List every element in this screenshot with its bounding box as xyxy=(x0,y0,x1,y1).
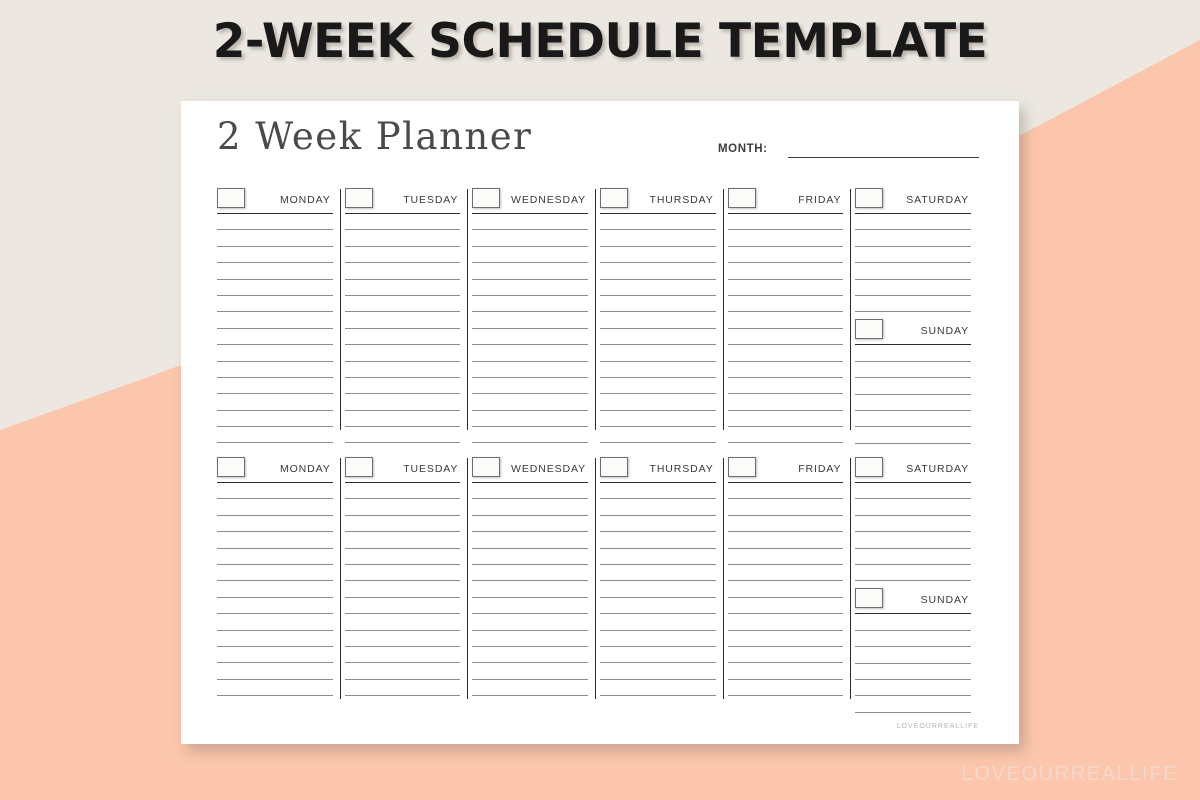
checkbox-sunday[interactable] xyxy=(855,319,883,339)
day-column-wednesday xyxy=(472,456,600,713)
writing-line[interactable] xyxy=(345,410,461,411)
day-label: THURSDAY xyxy=(649,194,714,206)
writing-line[interactable] xyxy=(472,344,588,345)
writing-line[interactable] xyxy=(217,515,333,516)
writing-line[interactable] xyxy=(345,630,461,631)
writing-line[interactable] xyxy=(345,229,461,230)
day-column-saturday xyxy=(855,456,983,713)
writing-line[interactable] xyxy=(728,515,844,516)
column-divider xyxy=(595,458,596,699)
writing-line[interactable] xyxy=(728,295,844,296)
day-label: WEDNESDAY xyxy=(511,194,587,206)
day-header-rule xyxy=(855,213,971,214)
checkbox-tuesday[interactable] xyxy=(345,188,373,208)
writing-line[interactable] xyxy=(855,410,971,411)
page-title: 2-WEEK SCHEDULE TEMPLATE xyxy=(212,14,988,69)
checkbox-monday[interactable] xyxy=(217,188,245,208)
writing-line[interactable] xyxy=(600,630,716,631)
week-2-grid xyxy=(217,456,983,713)
writing-line[interactable] xyxy=(600,246,716,247)
day-header-sunday xyxy=(855,587,971,613)
day-column-friday xyxy=(728,187,856,444)
writing-line[interactable] xyxy=(728,695,844,696)
writing-line[interactable] xyxy=(600,393,716,394)
day-header-rule xyxy=(345,482,461,483)
day-label: SATURDAY xyxy=(906,194,970,206)
day-header-friday xyxy=(728,456,844,482)
writing-line[interactable] xyxy=(728,646,844,647)
writing-line[interactable] xyxy=(600,377,716,378)
writing-line[interactable] xyxy=(217,410,333,411)
writing-line[interactable] xyxy=(472,548,588,549)
writing-line[interactable] xyxy=(600,679,716,680)
writing-line[interactable] xyxy=(472,597,588,598)
writing-lines[interactable] xyxy=(600,229,716,443)
writing-lines[interactable] xyxy=(855,361,971,444)
writing-line[interactable] xyxy=(600,695,716,696)
writing-line[interactable] xyxy=(600,279,716,280)
writing-line[interactable] xyxy=(600,646,716,647)
writing-line[interactable] xyxy=(345,564,461,565)
column-divider xyxy=(723,189,724,430)
day-header-rule xyxy=(855,613,971,614)
writing-line[interactable] xyxy=(217,695,333,696)
writing-line[interactable] xyxy=(855,229,971,230)
writing-line[interactable] xyxy=(600,295,716,296)
writing-line[interactable] xyxy=(855,361,971,362)
day-header-rule xyxy=(217,213,333,214)
checkbox-wednesday[interactable] xyxy=(472,188,500,208)
checkbox-saturday[interactable] xyxy=(855,188,883,208)
writing-line[interactable] xyxy=(855,531,971,532)
writing-line[interactable] xyxy=(217,229,333,230)
planner-sheet xyxy=(181,101,1019,744)
writing-line[interactable] xyxy=(472,442,588,443)
day-header-wednesday xyxy=(472,187,588,213)
day-column-thursday xyxy=(600,187,728,444)
writing-line[interactable] xyxy=(345,295,461,296)
checkbox-tuesday[interactable] xyxy=(345,457,373,477)
day-label: TUESDAY xyxy=(403,463,459,475)
sheet-watermark: LOVEOURREALLIFE xyxy=(896,723,979,730)
writing-line[interactable] xyxy=(855,679,971,680)
day-label: MONDAY xyxy=(279,194,331,206)
writing-line[interactable] xyxy=(217,597,333,598)
writing-line[interactable] xyxy=(855,377,971,378)
writing-line[interactable] xyxy=(217,548,333,549)
writing-line[interactable] xyxy=(728,361,844,362)
writing-line[interactable] xyxy=(217,531,333,532)
writing-line[interactable] xyxy=(855,295,971,296)
writing-line[interactable] xyxy=(728,229,844,230)
writing-line[interactable] xyxy=(472,295,588,296)
writing-line[interactable] xyxy=(472,262,588,263)
writing-line[interactable] xyxy=(345,344,461,345)
writing-lines[interactable] xyxy=(855,630,971,713)
checkbox-monday[interactable] xyxy=(217,457,245,477)
writing-line[interactable] xyxy=(345,548,461,549)
writing-lines[interactable] xyxy=(472,498,588,696)
writing-line[interactable] xyxy=(600,662,716,663)
writing-line[interactable] xyxy=(472,311,588,312)
writing-line[interactable] xyxy=(600,613,716,614)
writing-line[interactable] xyxy=(728,580,844,581)
day-column-monday xyxy=(217,456,345,713)
writing-line[interactable] xyxy=(345,377,461,378)
writing-line[interactable] xyxy=(217,580,333,581)
writing-lines[interactable] xyxy=(855,229,971,312)
writing-line[interactable] xyxy=(345,580,461,581)
writing-line[interactable] xyxy=(728,311,844,312)
column-divider xyxy=(850,189,851,430)
writing-lines[interactable] xyxy=(217,498,333,696)
writing-line[interactable] xyxy=(600,328,716,329)
writing-line[interactable] xyxy=(728,597,844,598)
writing-line[interactable] xyxy=(472,531,588,532)
column-divider xyxy=(340,189,341,430)
writing-line[interactable] xyxy=(855,712,971,713)
writing-line[interactable] xyxy=(728,377,844,378)
writing-lines[interactable] xyxy=(728,498,844,696)
writing-line[interactable] xyxy=(345,613,461,614)
day-header-tuesday xyxy=(345,187,461,213)
writing-line[interactable] xyxy=(728,564,844,565)
month-input-line[interactable] xyxy=(788,157,979,158)
writing-line[interactable] xyxy=(217,426,333,427)
day-header-rule xyxy=(600,482,716,483)
writing-line[interactable] xyxy=(728,679,844,680)
writing-line[interactable] xyxy=(600,361,716,362)
column-divider xyxy=(467,458,468,699)
writing-line[interactable] xyxy=(472,662,588,663)
column-divider xyxy=(850,458,851,699)
writing-line[interactable] xyxy=(217,646,333,647)
column-divider xyxy=(723,458,724,699)
writing-line[interactable] xyxy=(217,344,333,345)
writing-line[interactable] xyxy=(217,262,333,263)
writing-line[interactable] xyxy=(472,229,588,230)
writing-line[interactable] xyxy=(855,663,971,664)
writing-line[interactable] xyxy=(217,361,333,362)
writing-line[interactable] xyxy=(600,426,716,427)
writing-line[interactable] xyxy=(345,662,461,663)
writing-line[interactable] xyxy=(472,646,588,647)
day-column-friday xyxy=(728,456,856,713)
day-label: SUNDAY xyxy=(920,325,970,338)
month-label: MONTH: xyxy=(718,143,768,155)
writing-line[interactable] xyxy=(728,630,844,631)
writing-line[interactable] xyxy=(345,531,461,532)
writing-line[interactable] xyxy=(855,394,971,395)
writing-line[interactable] xyxy=(217,564,333,565)
writing-line[interactable] xyxy=(345,328,461,329)
writing-line[interactable] xyxy=(217,246,333,247)
sheet-header xyxy=(181,101,1019,179)
day-label: SUNDAY xyxy=(920,594,970,607)
day-header-rule xyxy=(728,213,844,214)
day-header-wednesday xyxy=(472,456,588,482)
writing-line[interactable] xyxy=(345,515,461,516)
day-header-monday xyxy=(217,187,333,213)
writing-line[interactable] xyxy=(728,548,844,549)
writing-line[interactable] xyxy=(472,361,588,362)
writing-line[interactable] xyxy=(600,498,716,499)
writing-line[interactable] xyxy=(600,442,716,443)
writing-line[interactable] xyxy=(217,311,333,312)
writing-line[interactable] xyxy=(855,646,971,647)
checkbox-wednesday[interactable] xyxy=(472,457,500,477)
writing-line[interactable] xyxy=(600,580,716,581)
writing-line[interactable] xyxy=(855,548,971,549)
writing-line[interactable] xyxy=(217,679,333,680)
day-block-sunday xyxy=(855,587,971,712)
writing-line[interactable] xyxy=(345,393,461,394)
writing-line[interactable] xyxy=(600,344,716,345)
writing-lines[interactable] xyxy=(345,498,461,696)
writing-line[interactable] xyxy=(728,262,844,263)
writing-line[interactable] xyxy=(855,262,971,263)
writing-line[interactable] xyxy=(855,564,971,565)
writing-line[interactable] xyxy=(728,410,844,411)
writing-line[interactable] xyxy=(345,442,461,443)
writing-line[interactable] xyxy=(472,426,588,427)
writing-line[interactable] xyxy=(217,498,333,499)
day-block-sunday xyxy=(855,318,971,443)
writing-line[interactable] xyxy=(472,515,588,516)
writing-line[interactable] xyxy=(217,393,333,394)
column-divider xyxy=(467,189,468,430)
writing-line[interactable] xyxy=(472,498,588,499)
day-header-thursday xyxy=(600,187,716,213)
day-column-tuesday xyxy=(345,187,473,444)
writing-line[interactable] xyxy=(855,279,971,280)
day-label: THURSDAY xyxy=(649,463,714,475)
day-column-wednesday xyxy=(472,187,600,444)
writing-line[interactable] xyxy=(600,515,716,516)
writing-line[interactable] xyxy=(345,311,461,312)
day-header-saturday xyxy=(855,456,971,482)
checkbox-friday[interactable] xyxy=(728,457,756,477)
writing-line[interactable] xyxy=(855,498,971,499)
writing-line[interactable] xyxy=(345,246,461,247)
writing-line[interactable] xyxy=(472,377,588,378)
writing-line[interactable] xyxy=(472,246,588,247)
day-header-thursday xyxy=(600,456,716,482)
writing-line[interactable] xyxy=(472,679,588,680)
writing-line[interactable] xyxy=(600,410,716,411)
day-label: WEDNESDAY xyxy=(511,463,587,475)
writing-line[interactable] xyxy=(217,279,333,280)
writing-line[interactable] xyxy=(472,564,588,565)
writing-line[interactable] xyxy=(472,328,588,329)
writing-line[interactable] xyxy=(600,229,716,230)
writing-lines[interactable] xyxy=(855,498,971,581)
day-label: FRIDAY xyxy=(798,194,842,206)
planner-heading: 2 Week Planner xyxy=(217,115,533,158)
day-header-friday xyxy=(728,187,844,213)
writing-line[interactable] xyxy=(855,426,971,427)
writing-line[interactable] xyxy=(600,262,716,263)
writing-line[interactable] xyxy=(600,531,716,532)
writing-line[interactable] xyxy=(728,279,844,280)
writing-line[interactable] xyxy=(600,564,716,565)
writing-line[interactable] xyxy=(855,515,971,516)
writing-line[interactable] xyxy=(855,695,971,696)
checkbox-sunday[interactable] xyxy=(855,588,883,608)
writing-lines[interactable] xyxy=(217,229,333,443)
day-header-rule xyxy=(600,213,716,214)
writing-lines[interactable] xyxy=(345,229,461,443)
writing-line[interactable] xyxy=(728,442,844,443)
day-header-rule xyxy=(472,482,588,483)
writing-line[interactable] xyxy=(855,246,971,247)
writing-line[interactable] xyxy=(600,548,716,549)
writing-line[interactable] xyxy=(345,695,461,696)
writing-line[interactable] xyxy=(217,442,333,443)
writing-line[interactable] xyxy=(472,393,588,394)
checkbox-saturday[interactable] xyxy=(855,457,883,477)
writing-line[interactable] xyxy=(728,426,844,427)
writing-line[interactable] xyxy=(855,443,971,444)
writing-line[interactable] xyxy=(217,328,333,329)
writing-line[interactable] xyxy=(728,393,844,394)
writing-line[interactable] xyxy=(472,410,588,411)
writing-line[interactable] xyxy=(728,662,844,663)
writing-line[interactable] xyxy=(728,613,844,614)
writing-line[interactable] xyxy=(217,295,333,296)
column-divider xyxy=(340,458,341,699)
writing-line[interactable] xyxy=(472,279,588,280)
checkbox-thursday[interactable] xyxy=(600,457,628,477)
day-label: MONDAY xyxy=(279,463,331,475)
writing-line[interactable] xyxy=(217,377,333,378)
day-header-tuesday xyxy=(345,456,461,482)
day-header-saturday xyxy=(855,187,971,213)
writing-lines[interactable] xyxy=(600,498,716,696)
day-header-rule xyxy=(217,482,333,483)
writing-line[interactable] xyxy=(472,580,588,581)
writing-line[interactable] xyxy=(855,311,971,312)
week-1-grid xyxy=(217,187,983,444)
day-column-saturday xyxy=(855,187,983,444)
writing-line[interactable] xyxy=(345,426,461,427)
writing-lines[interactable] xyxy=(728,229,844,443)
day-column-thursday xyxy=(600,456,728,713)
writing-line[interactable] xyxy=(728,498,844,499)
day-header-sunday xyxy=(855,318,971,344)
writing-lines[interactable] xyxy=(472,229,588,443)
writing-line[interactable] xyxy=(345,498,461,499)
day-label: TUESDAY xyxy=(403,194,459,206)
writing-line[interactable] xyxy=(472,613,588,614)
day-label: FRIDAY xyxy=(798,463,842,475)
writing-line[interactable] xyxy=(600,311,716,312)
writing-line[interactable] xyxy=(728,531,844,532)
day-header-rule xyxy=(345,213,461,214)
column-divider xyxy=(595,189,596,430)
writing-line[interactable] xyxy=(345,646,461,647)
day-header-rule xyxy=(855,482,971,483)
day-label: SATURDAY xyxy=(906,463,970,475)
writing-line[interactable] xyxy=(345,361,461,362)
writing-line[interactable] xyxy=(728,344,844,345)
writing-line[interactable] xyxy=(600,597,716,598)
corner-watermark: LOVEOURREALLIFE xyxy=(961,763,1178,785)
checkbox-thursday[interactable] xyxy=(600,188,628,208)
writing-line[interactable] xyxy=(472,695,588,696)
writing-line[interactable] xyxy=(345,597,461,598)
day-header-monday xyxy=(217,456,333,482)
day-header-rule xyxy=(728,482,844,483)
writing-line[interactable] xyxy=(855,580,971,581)
checkbox-friday[interactable] xyxy=(728,188,756,208)
day-header-rule xyxy=(472,213,588,214)
day-header-rule xyxy=(855,344,971,345)
writing-line[interactable] xyxy=(855,630,971,631)
writing-line[interactable] xyxy=(345,262,461,263)
writing-line[interactable] xyxy=(345,279,461,280)
writing-line[interactable] xyxy=(345,679,461,680)
day-column-tuesday xyxy=(345,456,473,713)
writing-line[interactable] xyxy=(728,328,844,329)
writing-line[interactable] xyxy=(217,613,333,614)
writing-line[interactable] xyxy=(217,662,333,663)
writing-line[interactable] xyxy=(728,246,844,247)
day-column-monday xyxy=(217,187,345,444)
writing-line[interactable] xyxy=(217,630,333,631)
writing-line[interactable] xyxy=(472,630,588,631)
